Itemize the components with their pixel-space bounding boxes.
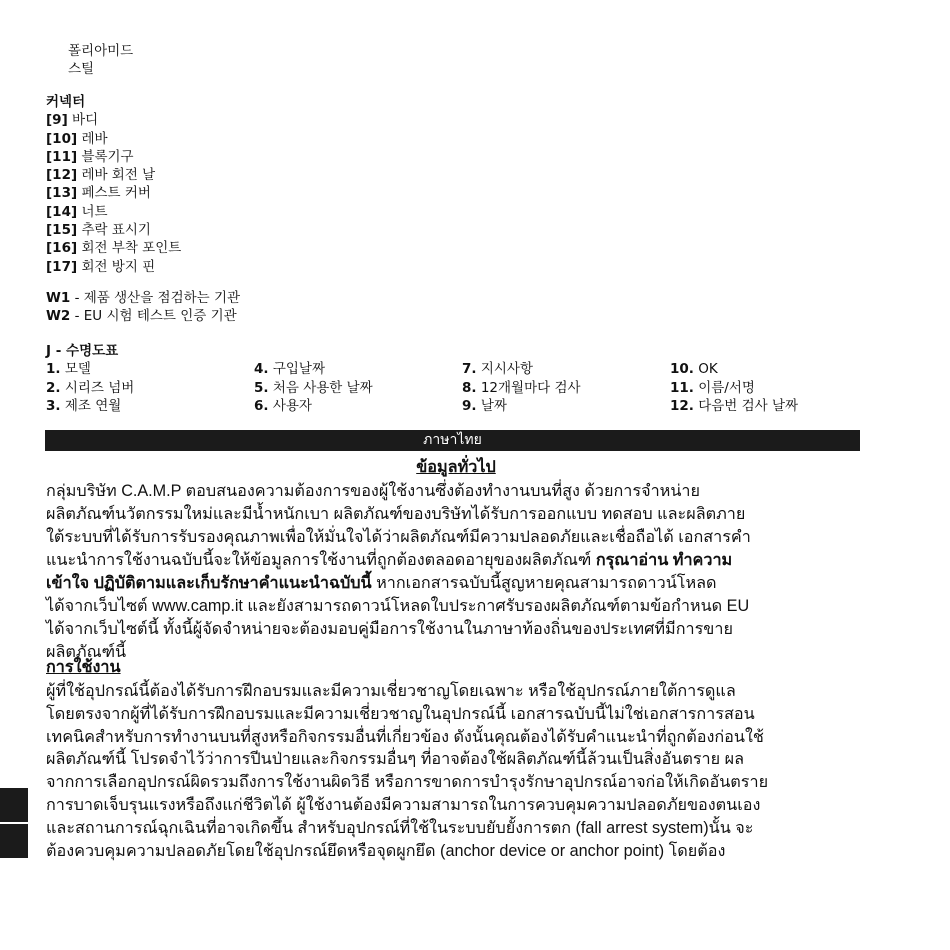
- legend-item: [670, 379, 798, 398]
- text-segment: กรุณาอ่าน ทำความ: [595, 551, 733, 569]
- item-number: [10]: [46, 130, 78, 147]
- legend-number: 12.: [670, 398, 694, 414]
- paragraph-line: และสถานการณ์ฉุกเฉินที่อาจเกิดขึ้น สำหรับอุปกรณ์ที่ใช้ในระบบยับยั้งการตก (fall arrest system)นั้น จะ: [46, 818, 754, 837]
- text-segment: ใต้ระบบที่ได้รับการรับรองคุณภาพเพื่อให้มั่นใจได้ว่าผลิตภัณฑ์มีความปลอดภัยและเชื่อถือได้ เอกสารคำ: [46, 528, 751, 546]
- item-label: 페스트 커버: [81, 185, 151, 202]
- item-number: [9]: [46, 112, 68, 129]
- paragraph-line: [46, 549, 866, 572]
- paragraph-line: [46, 572, 866, 595]
- connector-item: [46, 130, 181, 148]
- connector-item: [46, 184, 181, 202]
- legend-item: [670, 360, 798, 379]
- legend-item: [254, 379, 373, 398]
- thumb-tab: [0, 788, 28, 822]
- item-label: 너트: [81, 203, 108, 220]
- text-segment: หากเอกสารฉบับนี้สูญหายคุณสามารถดาวน์โหลด: [371, 574, 717, 592]
- legend-label: 이름/서명: [698, 379, 755, 396]
- legend-column-2: [254, 360, 373, 416]
- paragraph-line: ผู้ที่ใช้อุปกรณ์นี้ต้องได้รับการฝึกอบรมและมีความเชี่ยวชาญโดยเฉพาะ หรือใช้อุปกรณ์ภายใต้การดูแล: [46, 682, 736, 700]
- item-label: 회전 부착 포인트: [81, 240, 182, 257]
- legend-item: [46, 397, 134, 416]
- item-label: 바디: [72, 112, 99, 129]
- paragraph-line: [46, 503, 866, 526]
- legend-label: 모델: [64, 361, 91, 377]
- legend-label: OK: [698, 361, 718, 377]
- legend-item: [670, 397, 798, 416]
- legend-column-4: [670, 360, 798, 416]
- connector-section: [46, 93, 181, 276]
- item-number: [14]: [46, 203, 78, 220]
- legend-label: 시리즈 넘버: [64, 379, 135, 396]
- item-number: [15]: [46, 222, 78, 239]
- item-number: [16]: [46, 240, 78, 257]
- connector-item: [46, 258, 181, 276]
- paragraph-line: [46, 480, 866, 503]
- paragraph-line: [46, 526, 866, 549]
- connector-item: [46, 203, 181, 221]
- legend-label: 날짜: [480, 398, 507, 414]
- usage-paragraph: [46, 680, 866, 862]
- legend-label: 제조 연월: [64, 398, 122, 414]
- body-w2: W2 - EU 시험 테스트 인증 기관: [46, 308, 237, 325]
- connector-item: [46, 221, 181, 239]
- legend-number: 7.: [462, 361, 477, 377]
- legend-label: 구입날짜: [272, 361, 325, 377]
- legend-number: 11.: [670, 379, 694, 396]
- legend-number: 2.: [46, 379, 61, 396]
- connector-item: [46, 148, 181, 166]
- legend-label: 12개월마다 검사: [480, 379, 581, 396]
- paragraph-line: จากการเลือกอุปกรณ์ผิดรวมถึงการใช้งานผิดวิธี หรือการขาดการบำรุงรักษาอุปกรณ์อาจก่อให้เกิดอันตราย: [46, 773, 769, 792]
- connector-title: 커넥터: [46, 94, 86, 110]
- text-segment: แนะนำการใช้งานฉบับนี้จะให้ข้อมูลการใช้งานที่ถูกต้องตลอดอายุของผลิตภัณฑ์: [46, 551, 596, 569]
- legend-item: [462, 397, 581, 416]
- text-segment: ได้จากเว็บไซต์ www.camp.it และยังสามารถดาวน์โหลดใบประกาศรับรองผลิตภัณฑ์ตามข้อกำหนด EU: [46, 597, 750, 615]
- connector-item: [46, 166, 181, 184]
- usage-subheading: การใช้งาน: [46, 658, 121, 676]
- legend-column-1: [46, 360, 134, 416]
- connector-item: [46, 111, 181, 129]
- legend-label: 처음 사용한 날짜: [272, 379, 373, 396]
- item-number: [17]: [46, 258, 78, 275]
- material-item: 폴리아미드: [68, 43, 134, 59]
- text-segment: ได้จากเว็บไซต์นี้ ทั้งนี้ผู้จัดจำหน่ายจะต้องมอบคู่มือการใช้งานในภาษาท้องถิ่นของประเทศที่มีการขาย: [46, 620, 733, 638]
- notified-bodies: [46, 289, 240, 326]
- section-heading: ข้อมูลทั่วไป: [416, 458, 496, 476]
- materials-list: [68, 42, 133, 79]
- thumb-tab: [0, 824, 28, 858]
- paragraph-line: [46, 595, 866, 618]
- general-info-paragraph: [46, 480, 866, 664]
- legend-number: 1.: [46, 361, 61, 377]
- legend-label: 지시사항: [480, 361, 533, 377]
- legend-label: 다음번 검사 날짜: [698, 398, 799, 414]
- language-header-bar: ภาษาไทย: [45, 430, 860, 451]
- text-segment: ผลิตภัณฑ์นวัตกรรมใหม่และมีน้ำหนักเบา ผลิตภัณฑ์ของบริษัทได้รับการออกแบบ ทดสอบ และผลิตภาย: [46, 505, 746, 523]
- legend-label: 사용자: [272, 398, 312, 414]
- item-label: 레바 회전 날: [81, 167, 156, 184]
- item-label: 추락 표시기: [81, 222, 151, 239]
- item-number: [12]: [46, 167, 78, 184]
- item-number: [11]: [46, 148, 78, 165]
- legend-number: 3.: [46, 398, 61, 414]
- legend-number: 10.: [670, 361, 694, 377]
- paragraph-line: ต้องควบคุมความปลอดภัยโดยใช้อุปกรณ์ยึดหรือจุดผูกยึด (anchor device or anchor point) โดยต้อง: [46, 841, 726, 860]
- lifetime-chart-title: J - 수명도표: [46, 343, 119, 359]
- item-number: [13]: [46, 185, 78, 202]
- connector-item: [46, 239, 181, 257]
- paragraph-line: โดยตรงจากผู้ที่ได้รับการฝึกอบรมและมีความเชี่ยวชาญในอุปกรณ์นี้ เอกสารฉบับนี้ไม่ใช่เอกสารการสอน: [46, 704, 755, 723]
- body-w1: W1 - 제품 생산을 점검하는 기관: [46, 290, 241, 306]
- paragraph-line: เทคนิคสำหรับการทำงานบนที่สูงหรือกิจกรรมอื่นที่เกี่ยวข้อง ดังนั้นคุณต้องได้รับคำแนะนำที่ถูกต้องก่อนใช้: [46, 727, 764, 746]
- material-item: 스틸: [68, 61, 95, 78]
- text-segment: กลุ่มบริษัท C.A.M.P ตอบสนองความต้องการของผู้ใช้งานซึ่งต้องทำงานบนที่สูง ด้วยการจำหน่าย: [46, 482, 700, 500]
- legend-item: [462, 379, 581, 398]
- legend-item: [46, 379, 134, 398]
- item-label: 회전 방지 핀: [81, 258, 156, 275]
- legend-item: [46, 360, 134, 379]
- legend-column-3: [462, 360, 581, 416]
- legend-number: 4.: [254, 361, 269, 377]
- legend-number: 8.: [462, 379, 477, 396]
- legend-item: [254, 360, 373, 379]
- legend-number: 6.: [254, 398, 269, 414]
- legend-item: [462, 360, 581, 379]
- item-label: 블록기구: [81, 148, 134, 165]
- paragraph-line: ผลิตภัณฑ์นี้ โปรดจำไว้ว่าการปีนป่ายและกิจกรรมอื่นๆ ที่อาจต้องใช้ผลิตภัณฑ์นี้ล้วนเป็นสิ่งอันตราย ผล: [46, 750, 745, 769]
- paragraph-line: การบาดเจ็บรุนแรงหรือถึงแก่ชีวิตได้ ผู้ใช้งานต้องมีความสามารถในการควบคุมความปลอดภัยของตนเอง: [46, 795, 761, 814]
- paragraph-line: [46, 618, 866, 641]
- legend-item: [254, 397, 373, 416]
- item-label: 레바: [81, 130, 108, 147]
- legend-number: 5.: [254, 379, 269, 396]
- text-segment: เข้าใจ ปฏิบัติตามและเก็บรักษาคำแนะนำฉบับนี้: [46, 574, 372, 592]
- legend-number: 9.: [462, 398, 477, 414]
- text-segment: ผลิตภัณฑ์นี้: [46, 643, 127, 661]
